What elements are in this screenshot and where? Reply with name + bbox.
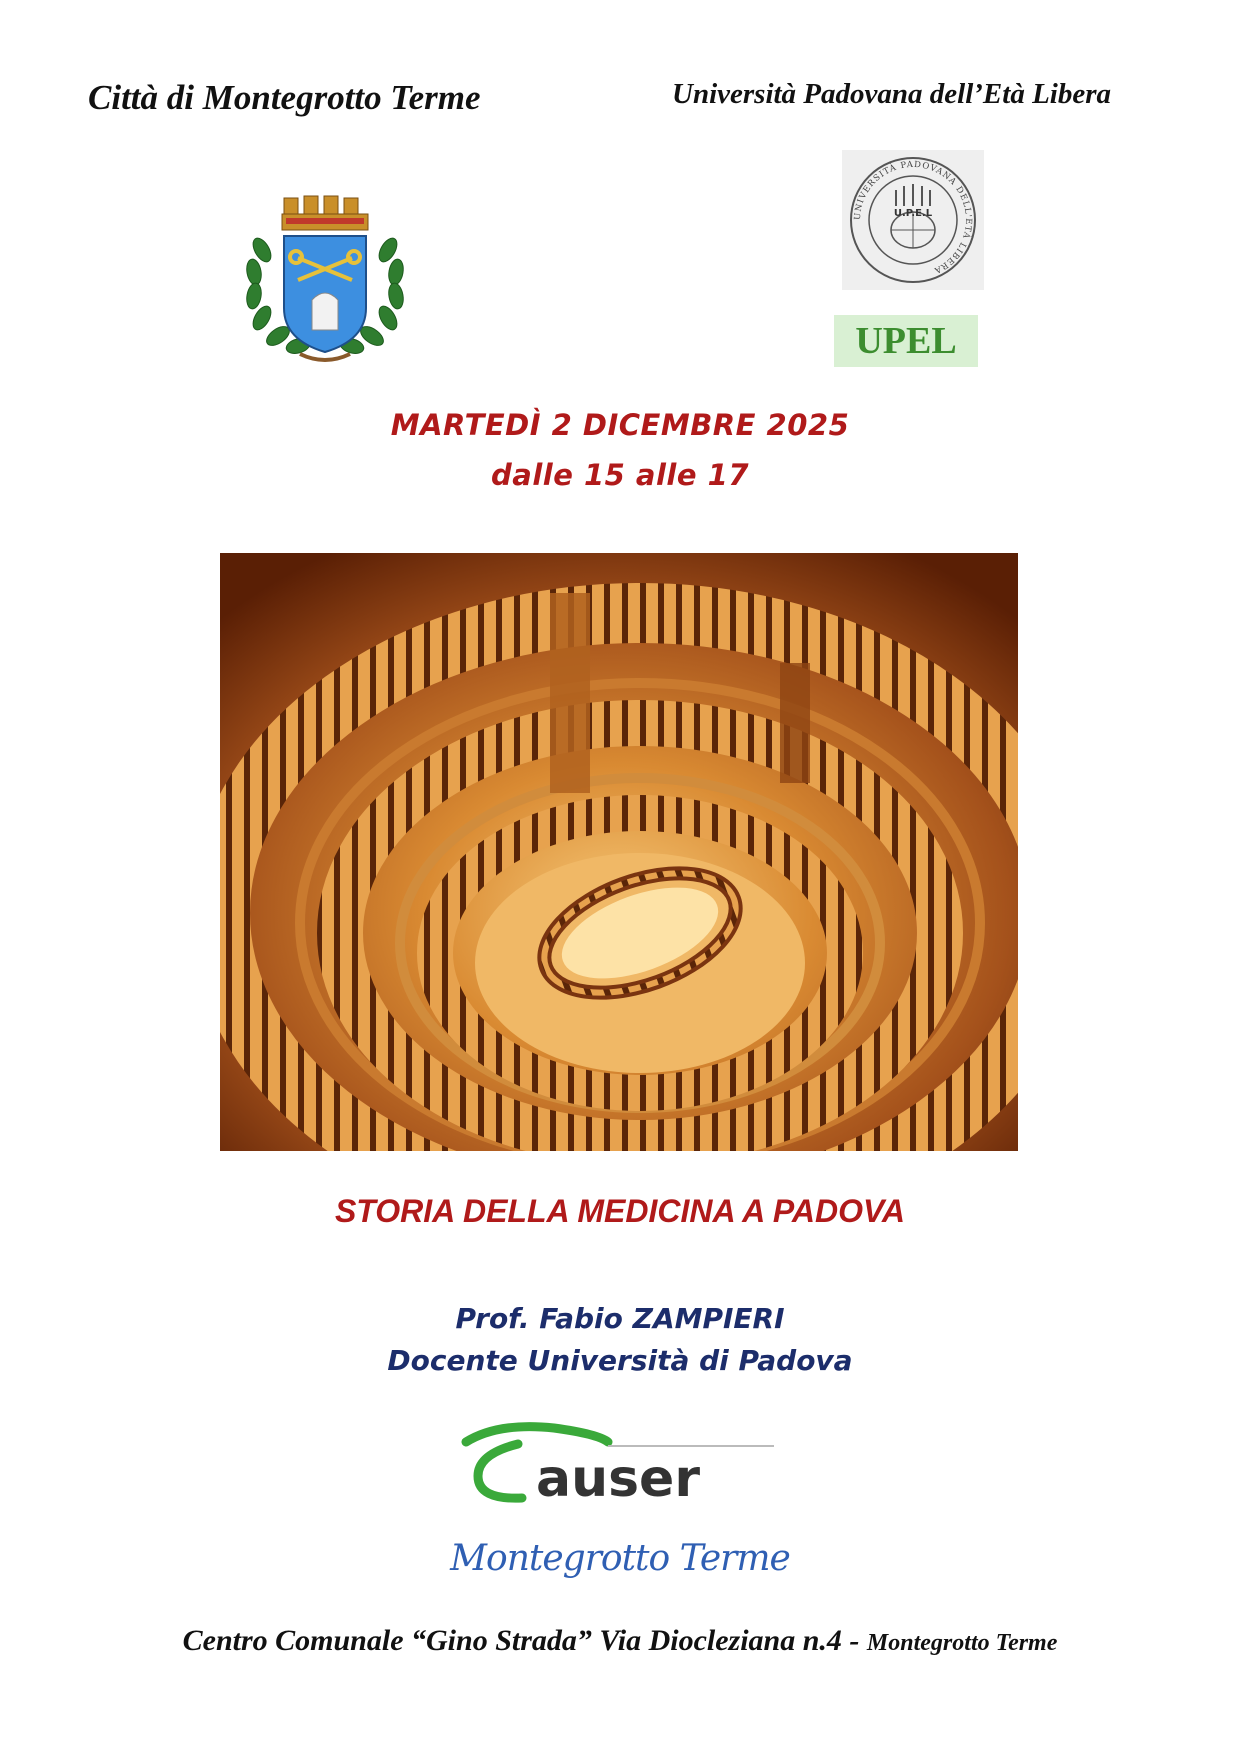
header-left-title: Città di Montegrotto Terme	[88, 78, 481, 117]
event-title: STORIA DELLA MEDICINA A PADOVA	[334, 1193, 906, 1229]
upel-seal-ring-text: UNIVERSITÀ PADOVANA DELL'ETÀ LIBERA	[852, 159, 974, 276]
footer-venue: Centro Comunale “Gino Strada” Via Diocleziana n.4 -	[182, 1624, 867, 1657]
event-time: dalle 15 alle 17	[491, 458, 749, 492]
coat-of-arms-icon	[240, 190, 410, 370]
footer-city: Montegrotto Terme	[866, 1630, 1058, 1656]
header-right-title: Università Padovana dell’Età Libera	[672, 78, 1111, 110]
speaker-name: Prof. Fabio ZAMPIERI	[455, 1302, 785, 1335]
auser-wordmark: auser	[536, 1449, 700, 1509]
footer-address	[0, 1624, 1240, 1658]
auser-city: Montegrotto Terme	[450, 1538, 790, 1579]
upel-seal-center: U.P.E.L	[893, 208, 933, 219]
upel-seal-icon	[842, 150, 984, 290]
event-date: MARTEDÌ 2 DICEMBRE 2025	[390, 408, 850, 442]
anatomical-theatre-photo	[220, 553, 1018, 1151]
upel-label: UPEL	[834, 315, 978, 367]
auser-logo-icon	[458, 1418, 780, 1510]
speaker-role: Docente Università di Padova	[387, 1344, 853, 1377]
